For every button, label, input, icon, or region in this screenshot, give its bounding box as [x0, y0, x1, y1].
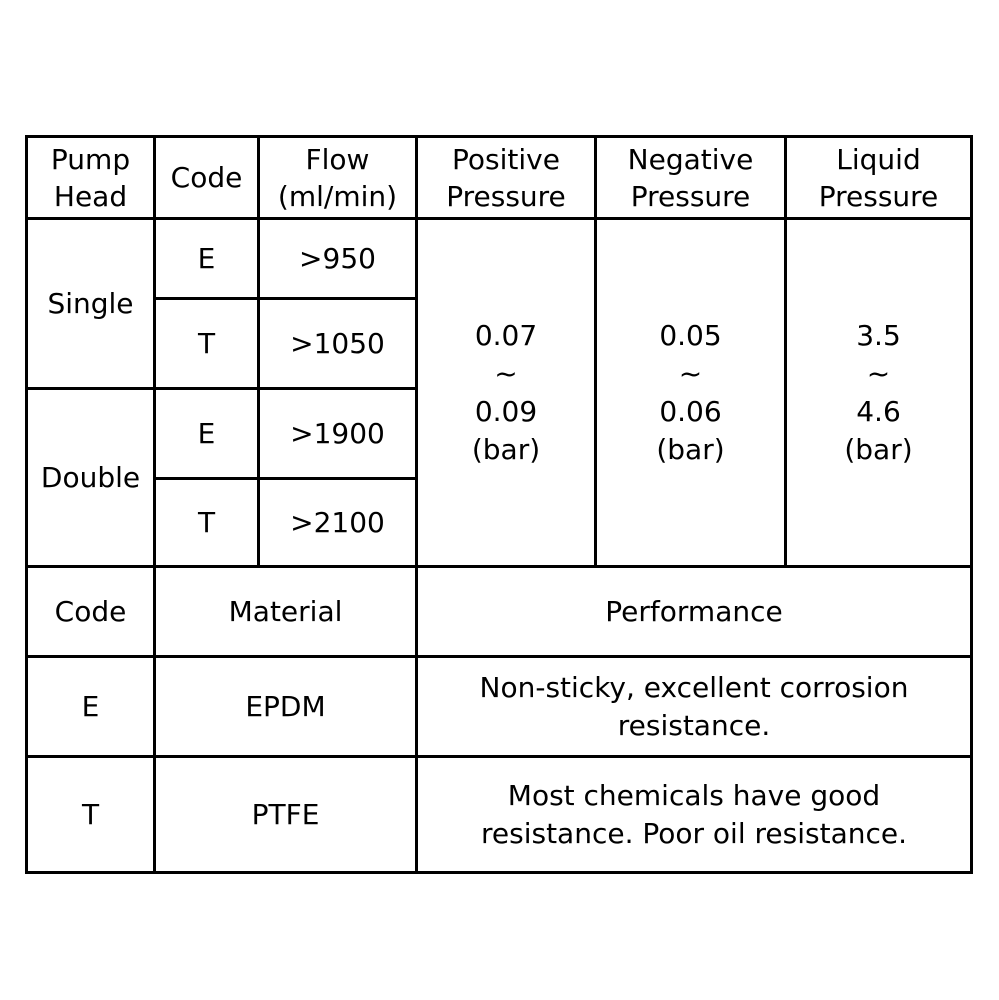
pump-head-cell: Double	[27, 389, 155, 567]
material-performance-text: Most chemicals have good resistance. Poor oil resistance.	[480, 778, 907, 850]
header-liquid-pressure-line1: Liquid	[836, 142, 921, 176]
pump-spec-table	[25, 135, 973, 874]
header-positive-pressure-line1: Positive	[452, 142, 560, 176]
header-pump-head	[27, 137, 155, 219]
pump-head-cell: Single	[27, 219, 155, 389]
header-flow	[259, 137, 417, 219]
liquid-pressure-sep: ~	[866, 356, 891, 390]
header-liquid-pressure	[786, 137, 972, 219]
liquid-pressure-max: 4.6	[856, 394, 901, 428]
header-positive-pressure-line2: Pressure	[446, 179, 566, 213]
negative-pressure-min: 0.05	[659, 318, 722, 352]
header-flow-line2: (ml/min)	[277, 179, 398, 213]
material-header-material: Material	[155, 567, 417, 657]
header-flow-line1: Flow	[305, 142, 370, 176]
material-code-cell: T	[27, 757, 155, 873]
positive-pressure-unit: (bar)	[471, 432, 541, 466]
material-performance-cell	[417, 657, 972, 757]
flow-cell: >1900	[259, 389, 417, 479]
positive-pressure-sep: ~	[494, 356, 518, 390]
code-cell: T	[155, 299, 259, 389]
positive-pressure-min: 0.07	[474, 318, 538, 352]
code-cell: T	[155, 479, 259, 567]
material-code-cell: E	[27, 657, 155, 757]
material-header-row	[27, 567, 972, 657]
material-row	[27, 757, 972, 873]
header-positive-pressure	[417, 137, 596, 219]
material-name-cell: EPDM	[155, 657, 417, 757]
flow-cell: >1050	[259, 299, 417, 389]
material-performance-text: Non-sticky, excellent corrosion resistance.	[479, 670, 909, 742]
negative-pressure-sep: ~	[678, 356, 703, 390]
liquid-pressure-cell	[786, 219, 972, 567]
positive-pressure-max: 0.09	[474, 394, 538, 428]
flow-cell: >950	[259, 219, 417, 299]
header-pump-head-line1: Pump	[50, 142, 131, 176]
table-row	[27, 219, 972, 299]
negative-pressure-unit: (bar)	[656, 432, 725, 466]
header-negative-pressure-line2: Pressure	[630, 179, 751, 213]
header-negative-pressure-line1: Negative	[627, 142, 754, 176]
code-cell: E	[155, 219, 259, 299]
positive-pressure-cell	[417, 219, 596, 567]
material-header-performance: Performance	[417, 567, 972, 657]
negative-pressure-max: 0.06	[659, 394, 722, 428]
material-name-cell: PTFE	[155, 757, 417, 873]
flow-cell: >2100	[259, 479, 417, 567]
header-negative-pressure	[596, 137, 786, 219]
liquid-pressure-min: 3.5	[856, 318, 901, 352]
header-pump-head-line2: Head	[53, 179, 128, 213]
material-header-code: Code	[27, 567, 155, 657]
header-row	[27, 137, 972, 219]
material-performance-cell	[417, 757, 972, 873]
negative-pressure-cell	[596, 219, 786, 567]
material-row	[27, 657, 972, 757]
header-liquid-pressure-line2: Pressure	[818, 179, 939, 213]
code-cell: E	[155, 389, 259, 479]
header-code: Code	[155, 137, 259, 219]
liquid-pressure-unit: (bar)	[844, 432, 913, 466]
